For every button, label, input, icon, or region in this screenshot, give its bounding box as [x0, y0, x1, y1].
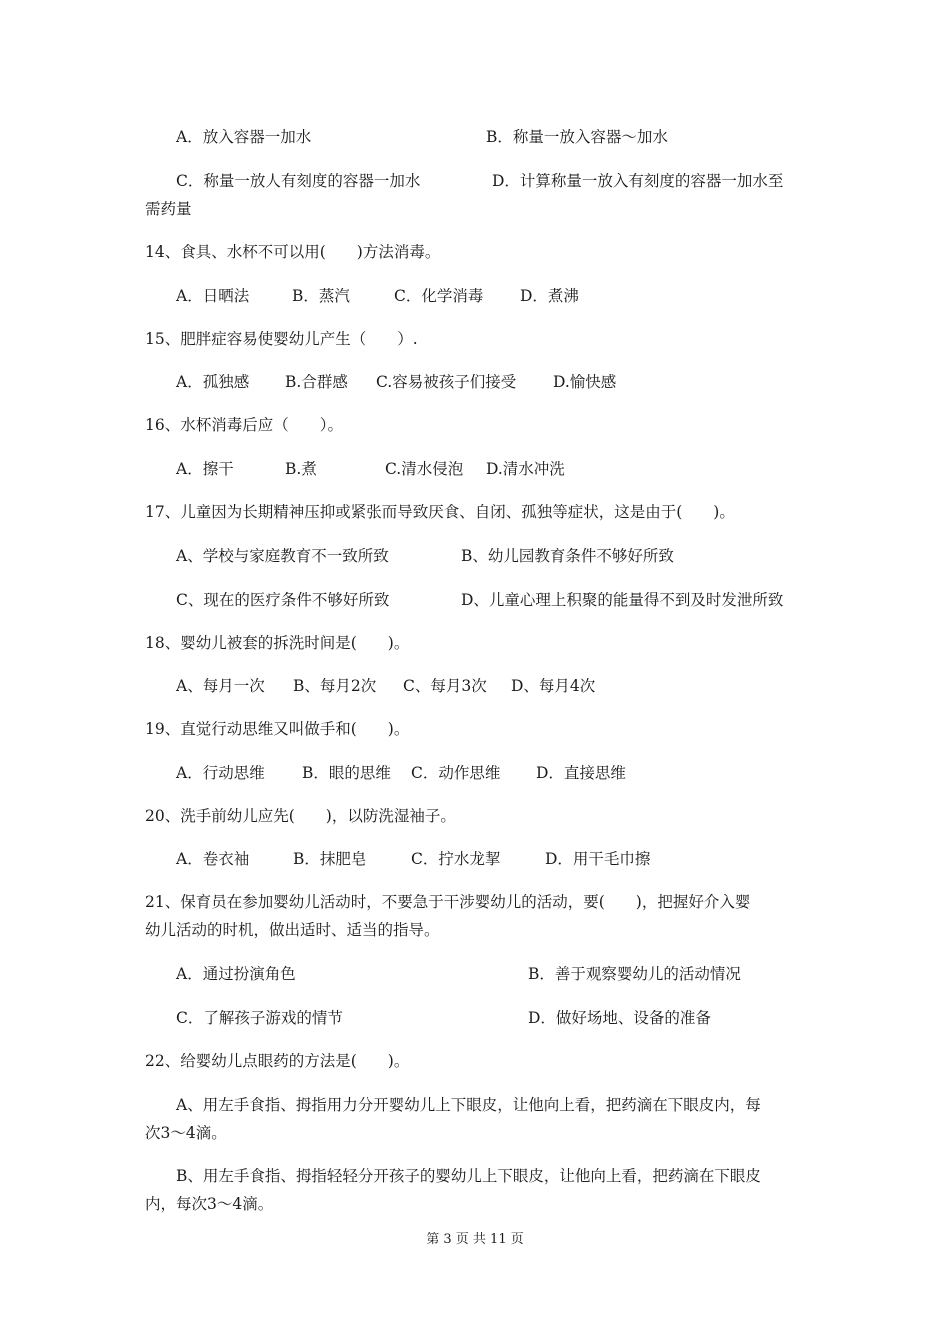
q22-option-a-continued: 次3～4滴。 [145, 1124, 227, 1142]
q21-option-a: A．通过扮演角色 [176, 965, 296, 983]
q20-stem: 20、洗手前幼儿应先( )，以防洗湿袖子。 [145, 807, 456, 825]
q15-option-b: B.合群感 [285, 373, 348, 391]
q13-option-c: C．称量一放人有刻度的容器一加水 [176, 172, 421, 190]
q15-stem: 15、肥胖症容易使婴幼儿产生（ ）. [145, 330, 418, 348]
q14-option-c: C．化学消毒 [394, 287, 484, 305]
q16-stem: 16、水杯消毒后应（ ）。 [145, 416, 343, 434]
q20-option-b: B．抹肥皂 [293, 850, 367, 868]
q21-option-c: C．了解孩子游戏的情节 [176, 1009, 343, 1027]
q18-stem: 18、婴幼儿被套的拆洗时间是( )。 [145, 634, 410, 652]
q18-option-c: C、每月3次 [403, 677, 487, 695]
q14-option-b: B．蒸汽 [292, 287, 350, 305]
q15-option-a: A．孤独感 [176, 373, 250, 391]
q21-option-d: D．做好场地、设备的准备 [528, 1009, 711, 1027]
q22-option-b: B、用左手食指、拇指轻轻分开孩子的婴幼儿上下眼皮，让他向上看，把药滴在下眼皮 [176, 1167, 761, 1185]
q17-option-d: D、儿童心理上积聚的能量得不到及时发泄所致 [461, 591, 784, 609]
q13-option-a: A．放入容器一加水 [176, 128, 312, 146]
q16-option-d: D.清水冲洗 [486, 460, 565, 478]
q17-stem: 17、儿童因为长期精神压抑或紧张而导致厌食、自闭、孤独等症状，这是由于( )。 [145, 503, 735, 521]
q18-option-b: B、每月2次 [293, 677, 377, 695]
q14-option-d: D．煮沸 [520, 287, 579, 305]
q21-option-b: B．善于观察婴幼儿的活动情况 [528, 965, 741, 983]
q14-stem: 14、食具、水杯不可以用( )方法消毒。 [145, 243, 441, 261]
q15-option-c: C.容易被孩子们接受 [376, 373, 517, 391]
q13-option-d: D．计算称量一放入有刻度的容器一加水至 [492, 172, 784, 190]
q18-option-d: D、每月4次 [511, 677, 596, 695]
q19-option-d: D．直接思维 [536, 764, 626, 782]
q17-option-b: B、幼儿园教育条件不够好所致 [461, 547, 674, 565]
q18-option-a: A、每月一次 [176, 677, 265, 695]
q22-option-b-continued: 内，每次3～4滴。 [145, 1195, 274, 1213]
q16-option-c: C.清水侵泡 [385, 460, 464, 478]
q16-option-a: A．擦干 [176, 460, 234, 478]
page-footer: 第 3 页 共 11 页 [426, 1232, 524, 1247]
q17-option-c: C、现在的医疗条件不够好所致 [176, 591, 390, 609]
q19-option-c: C．动作思维 [411, 764, 501, 782]
q19-option-b: B．眼的思维 [302, 764, 391, 782]
q20-option-c: C．拧水龙挈 [411, 850, 501, 868]
q13-option-b: B．称量一放入容器～加水 [486, 128, 668, 146]
q20-option-d: D．用干毛巾擦 [545, 850, 651, 868]
q21-stem-continued: 幼儿活动的时机，做出适时、适当的指导。 [145, 921, 440, 939]
q22-stem: 22、给婴幼儿点眼药的方法是( )。 [145, 1052, 410, 1070]
q15-option-d: D.愉快感 [553, 373, 617, 391]
q14-option-a: A．日晒法 [176, 287, 250, 305]
q19-stem: 19、直觉行动思维又叫做手和( )。 [145, 720, 410, 738]
q22-option-a: A、用左手食指、拇指用力分开婴幼儿上下眼皮，让他向上看，把药滴在下眼皮内，每 [176, 1096, 761, 1114]
q21-stem: 21、保育员在参加婴幼儿活动时，不要急于干涉婴幼儿的活动，要( )，把握好介入婴 [145, 893, 751, 911]
q16-option-b: B.煮 [285, 460, 317, 478]
q17-option-a: A、学校与家庭教育不一致所致 [176, 547, 389, 565]
q13-option-d-continued: 需药量 [145, 200, 192, 218]
q19-option-a: A．行动思维 [176, 764, 265, 782]
q20-option-a: A．卷衣袖 [176, 850, 250, 868]
